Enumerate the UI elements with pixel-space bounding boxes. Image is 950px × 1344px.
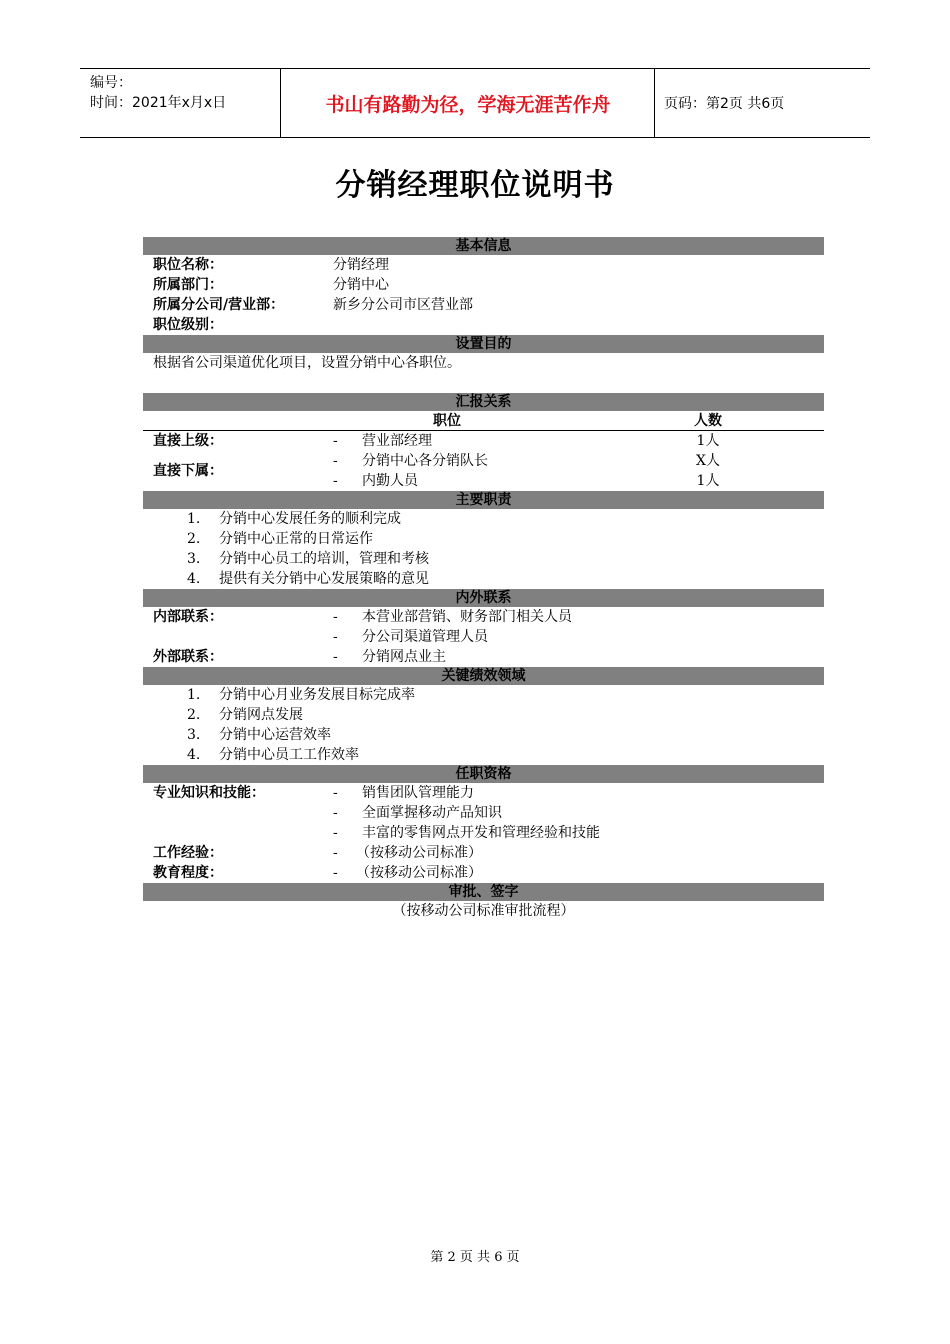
contact-row bbox=[143, 627, 824, 647]
contact-item: 分销网点业主 bbox=[362, 649, 446, 665]
qualification-row bbox=[143, 843, 824, 863]
reporting-row bbox=[143, 451, 824, 479]
info-row bbox=[143, 295, 824, 315]
list-item bbox=[143, 509, 824, 529]
reporting-count: 1人 bbox=[696, 473, 720, 489]
info-label: 职位名称： bbox=[153, 257, 223, 273]
section-heading-purpose: 设置目的 bbox=[143, 335, 824, 353]
external-contact-label: 外部联系： bbox=[153, 649, 223, 665]
item-number: 1. bbox=[187, 687, 201, 703]
info-row bbox=[143, 315, 824, 335]
item-text: 分销中心员工工作效率 bbox=[219, 747, 359, 763]
list-item bbox=[143, 569, 824, 589]
bullet-dash: - bbox=[333, 433, 338, 449]
subordinate-label: 直接下属： bbox=[153, 463, 223, 479]
experience-value: （按移动公司标准） bbox=[356, 845, 482, 861]
skill-item: 丰富的零售网点开发和管理经验和技能 bbox=[362, 825, 600, 841]
reporting-row bbox=[143, 471, 824, 491]
bullet-dash: - bbox=[333, 805, 338, 821]
item-number: 1. bbox=[187, 511, 201, 527]
page-footer: 第 2 页 共 6 页 bbox=[430, 1250, 520, 1265]
reporting-count: 1人 bbox=[696, 433, 720, 449]
bullet-dash: - bbox=[333, 785, 338, 801]
reporting-position: 内勤人员 bbox=[362, 473, 418, 489]
info-label: 所属部门： bbox=[153, 277, 223, 293]
reporting-header-row bbox=[143, 411, 824, 431]
bullet-dash: - bbox=[333, 629, 338, 645]
qualification-row bbox=[143, 803, 824, 823]
superior-label: 直接上级： bbox=[153, 433, 223, 449]
item-text: 分销中心发展任务的顺利完成 bbox=[219, 511, 401, 527]
header-page-label: 页码：第2页 共6页 bbox=[664, 96, 785, 112]
list-item bbox=[143, 725, 824, 745]
item-number: 4. bbox=[187, 747, 201, 763]
section-heading-qualifications: 任职资格 bbox=[143, 765, 824, 783]
header-divider bbox=[280, 69, 281, 137]
skill-item: 销售团队管理能力 bbox=[362, 785, 474, 801]
info-row bbox=[143, 255, 824, 275]
section-heading-approval: 审批、签字 bbox=[143, 883, 824, 901]
info-value: 分销经理 bbox=[333, 257, 389, 273]
list-item bbox=[143, 685, 824, 705]
bullet-dash: - bbox=[333, 473, 338, 489]
item-text: 分销网点发展 bbox=[219, 707, 303, 723]
purpose-text: 根据省公司渠道优化项目，设置分销中心各职位。 bbox=[153, 355, 461, 371]
bullet-dash: - bbox=[333, 845, 338, 861]
contact-row bbox=[143, 607, 824, 627]
education-label: 教育程度： bbox=[153, 865, 223, 881]
list-item bbox=[143, 529, 824, 549]
bullet-dash: - bbox=[333, 609, 338, 625]
bullet-dash: - bbox=[333, 649, 338, 665]
info-label: 所属分公司/营业部： bbox=[153, 297, 285, 313]
item-number: 2. bbox=[187, 531, 201, 547]
column-header-position: 职位 bbox=[433, 413, 461, 429]
header-motto: 书山有路勤为径，学海无涯苦作舟 bbox=[325, 94, 611, 116]
info-row bbox=[143, 275, 824, 295]
header-meta bbox=[90, 73, 226, 113]
item-text: 分销中心员工的培训，管理和考核 bbox=[219, 551, 429, 567]
reporting-position: 营业部经理 bbox=[362, 433, 432, 449]
list-item bbox=[143, 705, 824, 725]
header-divider bbox=[654, 69, 655, 137]
contact-item: 分公司渠道管理人员 bbox=[362, 629, 488, 645]
item-number: 4. bbox=[187, 571, 201, 587]
item-text: 分销中心运营效率 bbox=[219, 727, 331, 743]
list-item bbox=[143, 549, 824, 569]
internal-contact-label: 内部联系： bbox=[153, 609, 223, 625]
bullet-dash: - bbox=[333, 865, 338, 881]
info-value: 分销中心 bbox=[333, 277, 389, 293]
qualification-row bbox=[143, 783, 824, 803]
info-label: 职位级别： bbox=[153, 317, 223, 333]
document-title: 分销经理职位说明书 bbox=[335, 168, 615, 203]
reporting-row bbox=[143, 431, 824, 451]
item-text: 分销中心正常的日常运作 bbox=[219, 531, 373, 547]
item-text: 分销中心月业务发展目标完成率 bbox=[219, 687, 415, 703]
approval-text: （按移动公司标准审批流程） bbox=[392, 903, 575, 919]
section-heading-reporting: 汇报关系 bbox=[143, 393, 824, 411]
section-heading-duties: 主要职责 bbox=[143, 491, 824, 509]
info-value: 新乡分公司市区营业部 bbox=[333, 297, 473, 313]
purpose-row bbox=[143, 353, 824, 373]
document-time-label: 时间：2021年x月x日 bbox=[90, 95, 227, 111]
page-header bbox=[80, 68, 870, 138]
bullet-dash: - bbox=[333, 825, 338, 841]
qualification-row bbox=[143, 823, 824, 843]
item-number: 3. bbox=[187, 727, 201, 743]
item-number: 3. bbox=[187, 551, 201, 567]
spacer bbox=[143, 373, 824, 393]
qualification-row bbox=[143, 863, 824, 883]
section-heading-kpi: 关键绩效领域 bbox=[143, 667, 824, 685]
section-heading-basic: 基本信息 bbox=[143, 237, 824, 255]
list-item bbox=[143, 745, 824, 765]
bullet-dash: - bbox=[333, 453, 338, 469]
skill-item: 全面掌握移动产品知识 bbox=[362, 805, 502, 821]
reporting-position: 分销中心各分销队长 bbox=[362, 453, 488, 469]
job-description-table bbox=[143, 237, 824, 921]
contact-item: 本营业部营销、财务部门相关人员 bbox=[362, 609, 572, 625]
section-heading-contacts: 内外联系 bbox=[143, 589, 824, 607]
column-header-count: 人数 bbox=[694, 413, 722, 429]
item-number: 2. bbox=[187, 707, 201, 723]
skills-label: 专业知识和技能： bbox=[153, 785, 265, 801]
contact-row bbox=[143, 647, 824, 667]
experience-label: 工作经验： bbox=[153, 845, 223, 861]
education-value: （按移动公司标准） bbox=[356, 865, 482, 881]
item-text: 提供有关分销中心发展策略的意见 bbox=[219, 571, 429, 587]
document-number-label: 编号： bbox=[90, 75, 132, 91]
reporting-count: X人 bbox=[696, 453, 720, 469]
